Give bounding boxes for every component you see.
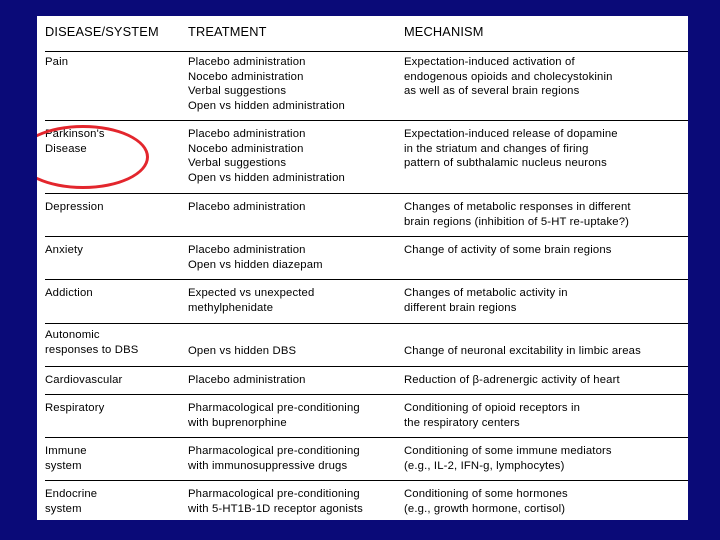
header-disease-system: DISEASE/SYSTEM <box>45 24 159 39</box>
mechanism-cell: Conditioning of some immune mediators (e.g., IL-2, IFN-g, lymphocytes) <box>404 445 612 472</box>
mechanism-cell: Conditioning of opioid receptors in the respiratory centers <box>404 402 581 429</box>
disease-cell: Anxiety <box>45 244 84 256</box>
row-divider <box>45 366 688 367</box>
disease-cell: Depression <box>45 201 104 213</box>
mechanism-cell: Change of neuronal excitability in limbic areas <box>404 345 641 357</box>
table-sheet <box>37 16 688 520</box>
mechanism-cell: Expectation-induced activation of endogenous opioids and cholecystokinin as well as of several brain regions <box>404 56 613 97</box>
mechanism-cell: Expectation-induced release of dopamine in the striatum and changes of firing pattern of subthalamic nucleus neurons <box>404 128 618 169</box>
treatment-cell: Placebo administration Nocebo administration Verbal suggestions Open vs hidden administration <box>188 56 345 112</box>
disease-cell: Endocrine system <box>45 488 98 515</box>
treatment-cell: Expected vs unexpected methylphenidate <box>188 287 315 314</box>
treatment-cell: Placebo administration Nocebo administration Verbal suggestions Open vs hidden administration <box>188 128 345 184</box>
mechanism-cell: Reduction of β-adrenergic activity of heart <box>404 374 620 386</box>
row-divider <box>45 51 688 52</box>
row-divider <box>45 437 688 438</box>
row-divider <box>45 323 688 324</box>
header-treatment: TREATMENT <box>188 24 267 39</box>
treatment-cell: Pharmacological pre-conditioning with immunosuppressive drugs <box>188 445 360 472</box>
treatment-cell: Placebo administration Open vs hidden diazepam <box>188 244 323 271</box>
mechanism-cell: Changes of metabolic activity in different brain regions <box>404 287 568 314</box>
row-divider <box>45 193 688 194</box>
disease-cell: Pain <box>45 56 69 68</box>
row-divider <box>45 120 688 121</box>
mechanism-cell: Conditioning of some hormones (e.g., growth hormone, cortisol) <box>404 488 568 515</box>
disease-cell: Addiction <box>45 287 93 299</box>
mechanism-cell: Changes of metabolic responses in different brain regions (inhibition of 5-HT re-uptake?) <box>404 201 631 228</box>
mechanism-cell: Change of activity of some brain regions <box>404 244 612 256</box>
treatment-cell: Placebo administration <box>188 201 306 213</box>
row-divider <box>45 236 688 237</box>
treatment-cell: Placebo administration <box>188 374 306 386</box>
row-divider <box>45 279 688 280</box>
disease-cell: Cardiovascular <box>45 374 123 386</box>
row-divider <box>45 480 688 481</box>
row-divider <box>45 394 688 395</box>
treatment-cell: Open vs hidden DBS <box>188 345 297 357</box>
disease-cell: Parkinson's Disease <box>45 128 105 155</box>
treatment-cell: Pharmacological pre-conditioning with buprenorphine <box>188 402 360 429</box>
disease-cell: Autonomic responses to DBS <box>45 329 139 356</box>
disease-cell: Immune system <box>45 445 87 472</box>
disease-cell: Respiratory <box>45 402 105 414</box>
header-mechanism: MECHANISM <box>404 24 484 39</box>
treatment-cell: Pharmacological pre-conditioning with 5-HT1B-1D receptor agonists <box>188 488 363 515</box>
